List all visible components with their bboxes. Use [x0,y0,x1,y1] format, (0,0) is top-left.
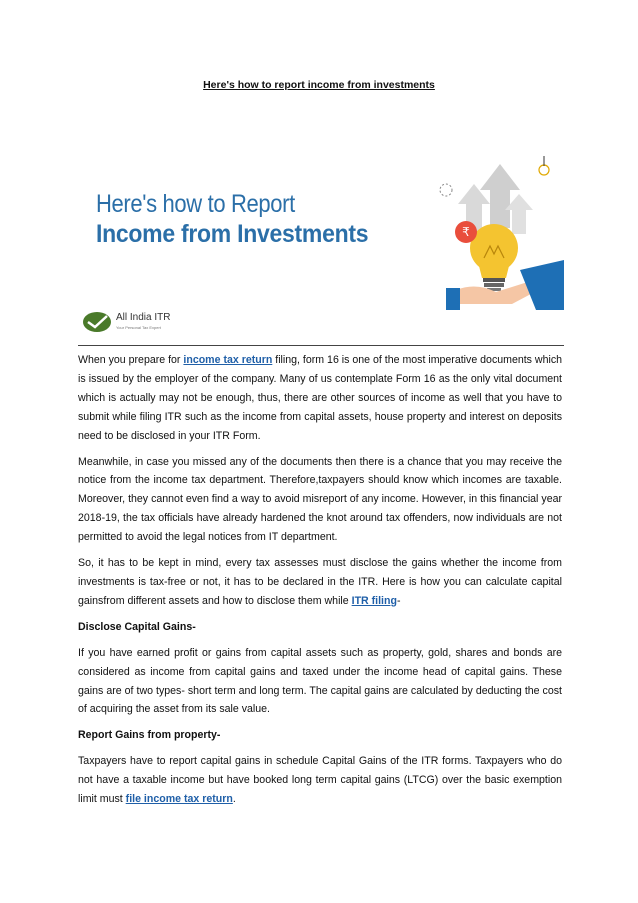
heading-report-gains-property: Report Gains from property- [78,729,221,742]
paragraph-2: Meanwhile, in case you missed any of the documents then there is a chance that you may receive the notice from the income tax department. Therefore,taxpayers should know which incomes are taxable. Moreover, they cannot even find a way to avoid misreport of any income. However, in this financial year 2018-19, the tax officials have already hardened the knot around tax offenders, now individuals are not permitted to avoid the legal notices from IT department. [78,455,562,544]
income-tax-return-link[interactable]: income tax return [183,354,273,366]
logo-emblem-icon [82,308,114,336]
banner-image [78,150,564,345]
banner-heading-line1: Here's how to Report [96,190,295,218]
banner-heading-line2: Income from Investments [96,220,369,248]
logo-name: All India ITR [116,312,171,323]
article-body [78,351,562,816]
document-title: Here's how to report income from investments [203,79,435,91]
paragraph-1: When you prepare for income tax return filing, form 16 is one of the most imperative documents which is issued by the employer of the company. Many of us contemplate Form 16 as the only vital document which is actually may not be enough, thus, there are other sources of income as well that you have to submit while filing ITR such as the income from capital assets, house property and interest on deposits need to be disclosed in your ITR Form. [78,354,563,442]
divider [78,345,564,346]
file-income-tax-return-link[interactable]: file income tax return [125,793,233,806]
paragraph-5: Taxpayers have to report capital gains in schedule Capital Gains of the ITR forms. Taxpayers who do not have a taxable income but have booked long term capital gains (LTCG) over the basic exemption limit must file income tax return. [78,755,562,806]
paragraph-4: If you have earned profit or gains from capital assets such as property, gold, shares and bonds are considered as income from capital gains and taxed under the income head of capital gains. These gains are of two types- short term and long term. The capital gains are calculated by deducting the cost of acquiring the asset from its sale value. [78,646,562,716]
all-india-itr-logo [82,308,202,336]
heading-disclose-capital-gains: Disclose Capital Gains- [78,620,196,633]
paragraph-3: So, it has to be kept in mind, every tax assesses must disclose the gains whether the income from investments is tax-free or not, it has to be declared in the ITR. Here is how you can calculate capital gainsfrom different assets and how to disclose them while ITR filing- [78,557,562,607]
logo-tagline: Your Personal Tax Expert [116,325,161,330]
rupee-symbol: ₹ [462,225,470,239]
itr-filing-link[interactable]: ITR filing [351,594,397,607]
lightbulb-investment-icon [416,150,564,310]
